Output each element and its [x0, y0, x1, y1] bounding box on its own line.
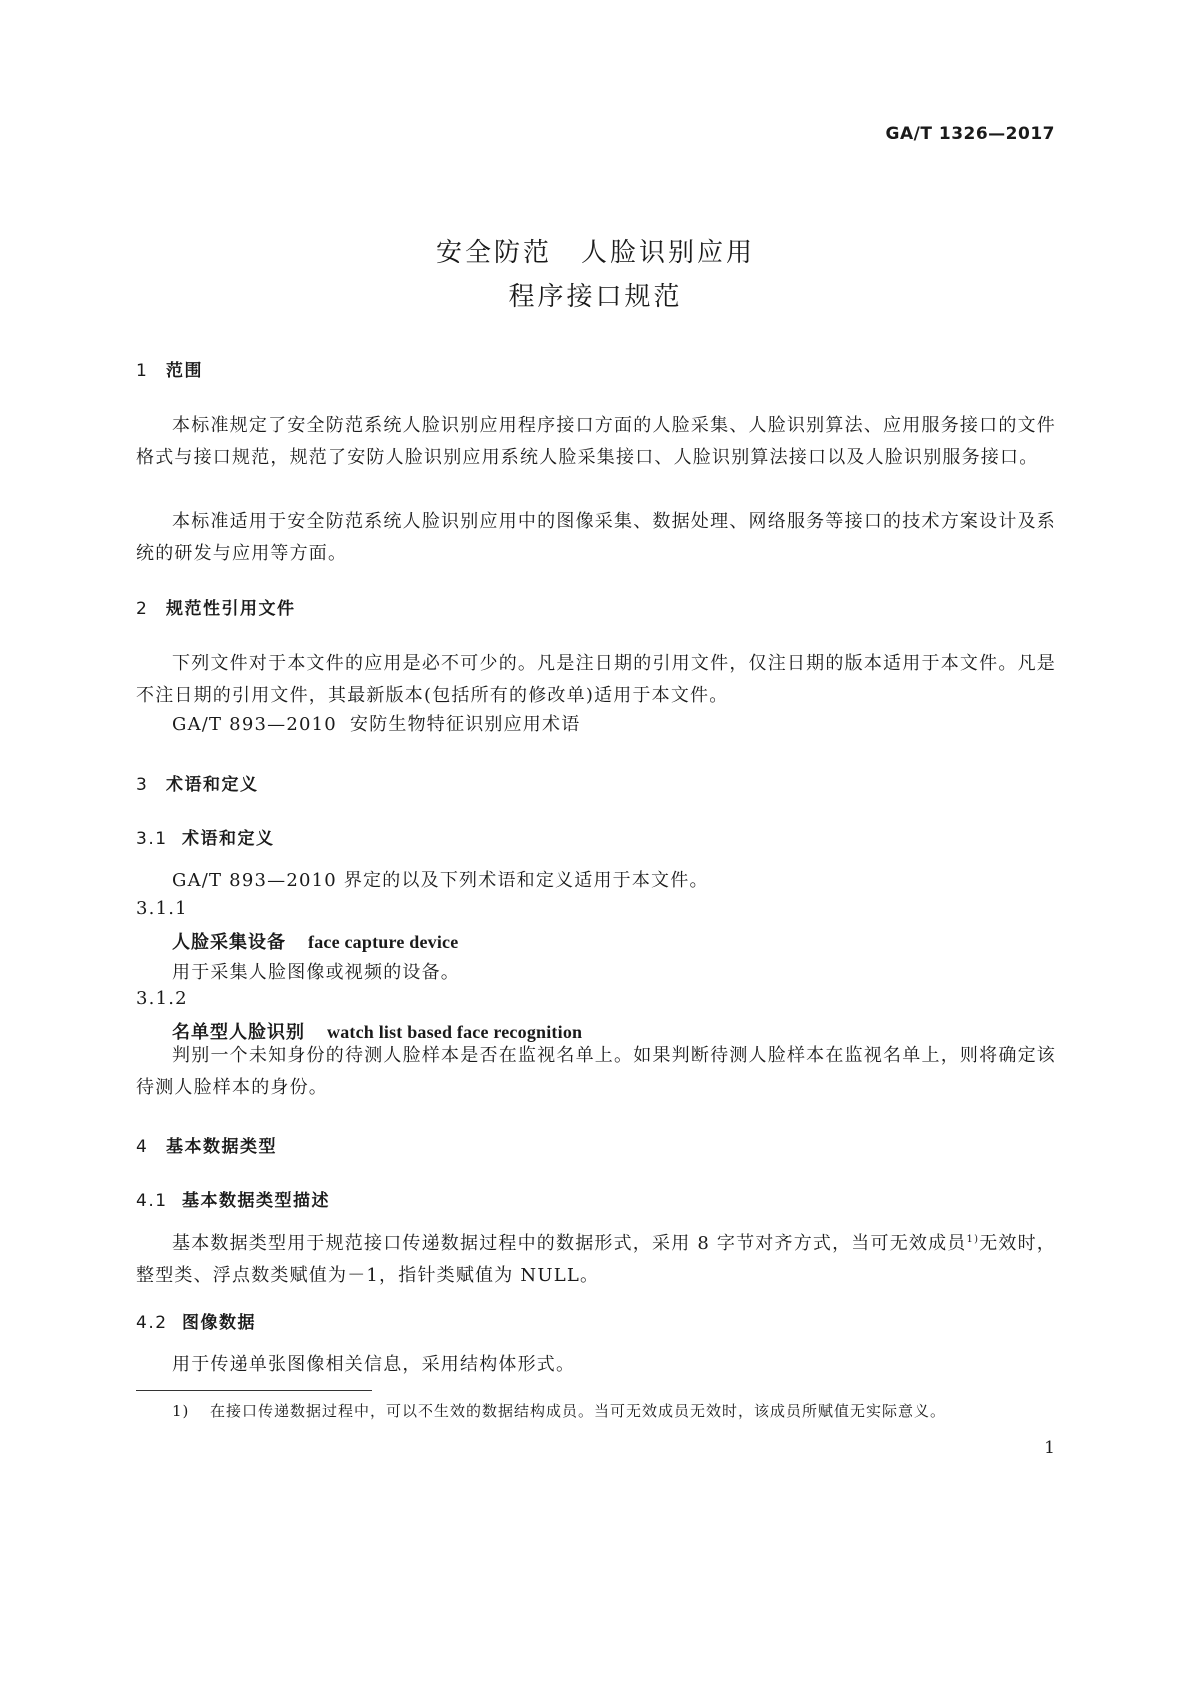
section-4-heading [136, 1132, 277, 1157]
section-3-heading [136, 770, 259, 795]
section-4-1-paragraph [136, 1228, 1056, 1292]
standard-code: GA/T 1326—2017 [885, 124, 1055, 144]
paragraph-text: 本标准规定了安全防范系统人脸识别应用程序接口方面的人脸采集、人脸识别算法、应用服务接口的文件格式与接口规范，规范了安防人脸识别应用系统人脸采集接口、人脸识别算法接口以及人脸识别服务接口。 [136, 415, 1056, 468]
section-2-heading [136, 594, 296, 619]
section-title: 基本数据类型描述 [182, 1191, 330, 1211]
section-title: 基本数据类型 [166, 1137, 277, 1157]
section-4-2-heading [136, 1308, 256, 1333]
footnote-mark: 1) [172, 1402, 190, 1420]
footnote-reference: 1) [966, 1234, 980, 1245]
section-number: 4.1 [136, 1191, 168, 1211]
section-1-paragraph-2 [136, 506, 1056, 570]
section-1-paragraph-1 [136, 410, 1056, 474]
paragraph-text: 无效时，整型类、浮点数类赋值为－1，指针类赋值为 NULL。 [136, 1233, 1056, 1286]
term-2-definition [136, 1040, 1056, 1104]
footnote-text: 在接口传递数据过程中，可以不生效的数据结构成员。当可无效成员无效时，该成员所赋值无实际意义。 [210, 1402, 947, 1420]
section-3-1-paragraph: GA/T 893—2010 界定的以及下列术语和定义适用于本文件。 [172, 870, 709, 891]
paragraph-text: 本标准适用于安全防范系统人脸识别应用中的图像采集、数据处理、网络服务等接口的技术方案设计及系统的研发与应用等方面。 [136, 511, 1056, 564]
term-chinese: 人脸采集设备 [172, 932, 286, 953]
reference-code: GA/T 893—2010 [172, 714, 337, 735]
term-chinese: 名单型人脸识别 [172, 1022, 305, 1043]
document-title-line1: 安全防范 人脸识别应用 [435, 238, 755, 268]
section-number: 3.1 [136, 829, 168, 849]
reference-title: 安防生物特征识别应用术语 [350, 714, 581, 735]
section-3-1-heading [136, 824, 275, 849]
footnote-divider [136, 1390, 372, 1391]
section-1-heading [136, 356, 203, 381]
section-4-1-heading [136, 1186, 330, 1211]
section-title: 图像数据 [182, 1313, 256, 1333]
section-number: 3 [136, 775, 149, 795]
document-title-line2: 程序接口规范 [508, 282, 683, 312]
section-number: 2 [136, 599, 149, 619]
term-1-name [172, 928, 458, 954]
normative-reference [172, 710, 580, 736]
section-number: 4.2 [136, 1313, 168, 1333]
section-title: 术语和定义 [166, 775, 259, 795]
footnote [172, 1400, 946, 1421]
term-2-number: 3.1.2 [136, 988, 188, 1009]
term-english: watch list based face recognition [327, 1022, 583, 1042]
term-english: face capture device [308, 932, 459, 952]
section-title: 术语和定义 [182, 829, 275, 849]
section-4-2-paragraph: 用于传递单张图像相关信息，采用结构体形式。 [172, 1354, 576, 1375]
term-1-definition: 用于采集人脸图像或视频的设备。 [172, 962, 460, 983]
section-number: 4 [136, 1137, 149, 1157]
section-number: 1 [136, 361, 149, 381]
paragraph-text: 下列文件对于本文件的应用是必不可少的。凡是注日期的引用文件，仅注日期的版本适用于本文件。凡是不注日期的引用文件，其最新版本(包括所有的修改单)适用于本文件。 [136, 653, 1056, 706]
section-title: 范围 [166, 361, 203, 381]
page-number: 1 [1044, 1438, 1055, 1458]
section-2-paragraph [136, 648, 1056, 712]
paragraph-text: 判别一个未知身份的待测人脸样本是否在监视名单上。如果判断待测人脸样本在监视名单上，则将确定该待测人脸样本的身份。 [136, 1045, 1056, 1098]
section-title: 规范性引用文件 [166, 599, 296, 619]
term-1-number: 3.1.1 [136, 898, 188, 919]
paragraph-text: 基本数据类型用于规范接口传递数据过程中的数据形式，采用 8 字节对齐方式，当可无效成员 [172, 1233, 967, 1254]
